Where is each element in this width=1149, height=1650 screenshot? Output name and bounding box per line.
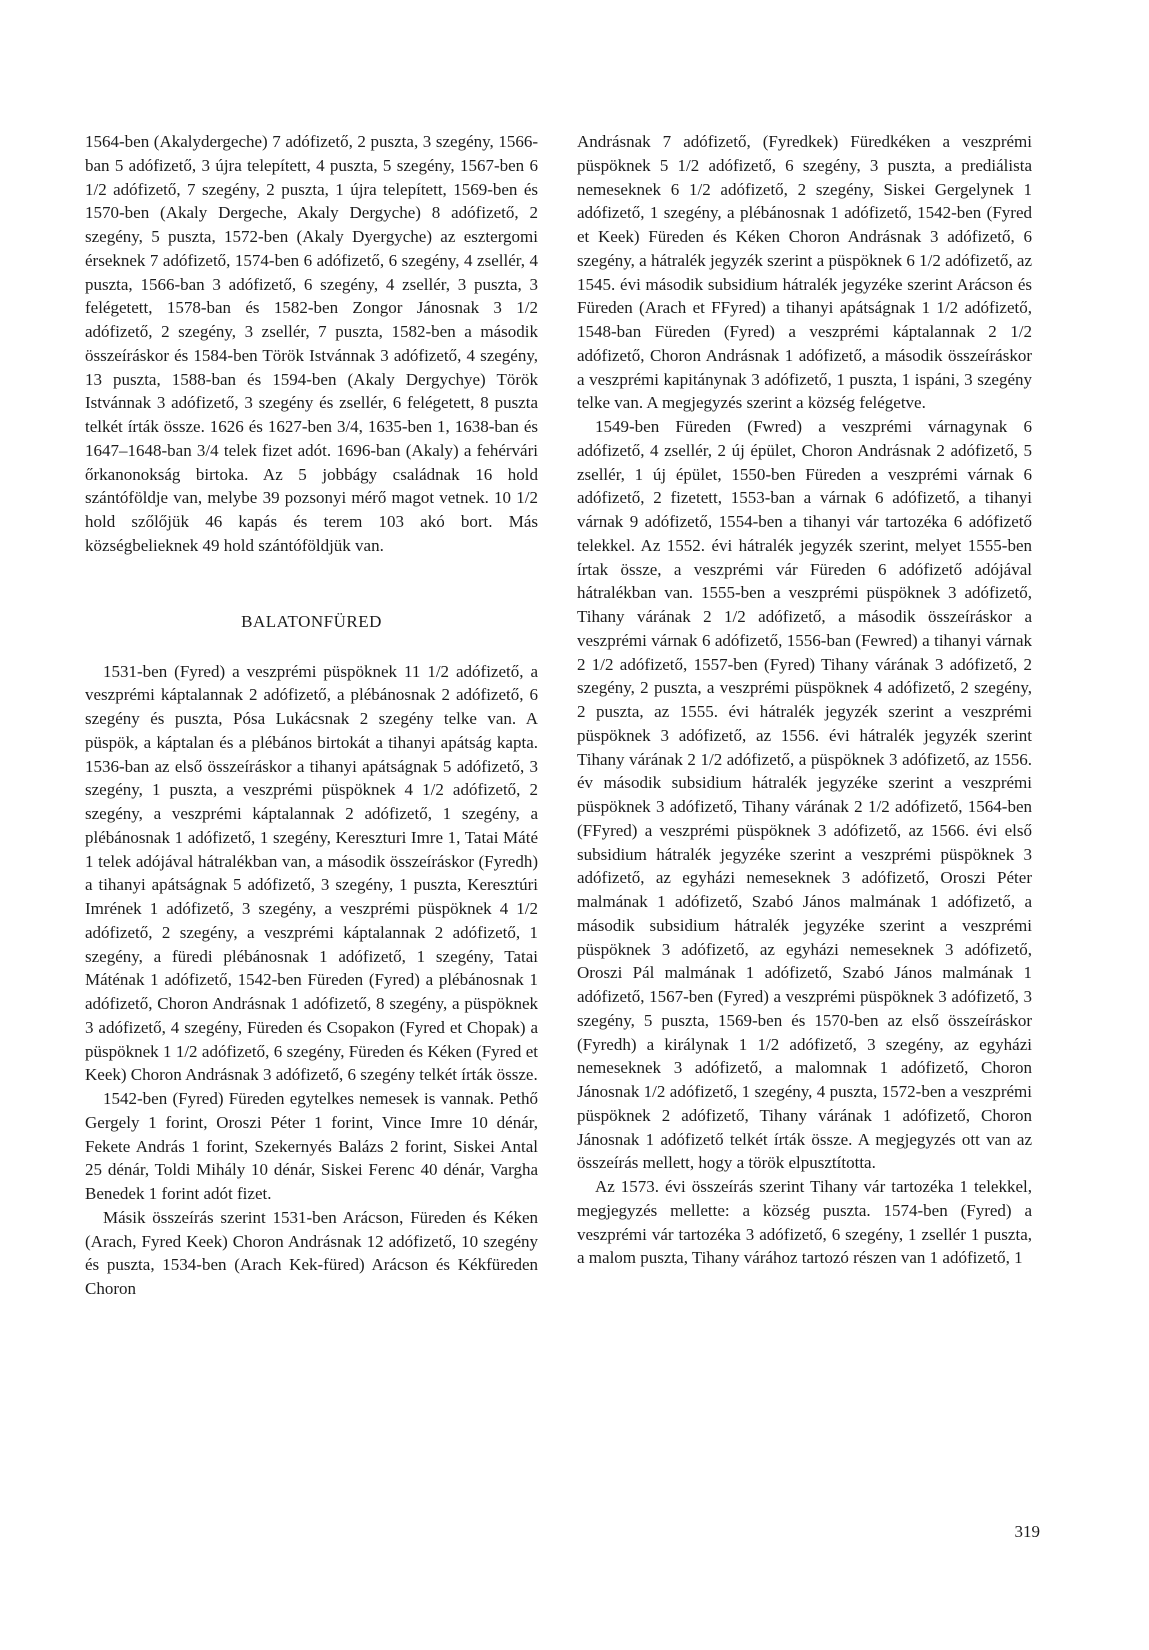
right-paragraph-1: Andrásnak 7 adófizető, (Fyredkek) Füredkéken a veszprémi püspöknek 5 1/2 adófizető, 6 szegény, 3 puszta, a prediálista nemeseknek 6 1/2 adófizető, 2 szegény, Siskei Gergelynek 1 adófizető, 1 szegény, a plébánosnak 1 adófizető, 1542-ben (Fyred et Keek) Füreden és Kéken Choron Andrásnak 3 adófizető, 6 szegény, a hátralék jegyzék szerint a püspöknek 6 1/2 adófizető, az 1545. évi második subsidium hátralék jegyzéke szerint Arácson és Füreden (Arach et FFyred) a tihanyi apátságnak 1 1/2 adófizető, 1548-ban Füreden (Fyred) a veszprémi káptalannak 2 1/2 adófizető, Choron Andrásnak 1 adófizető, a második összeíráskor a veszprémi kapitánynak 3 adófizető, 1 puszta, 1 ispáni, 3 szegény telke van. A megjegyzés szerint a község felégetve. [577,132,1032,413]
right-paragraph-3: Az 1573. évi összeírás szerint Tihany vár tartozéka 1 telekkel, megjegyzés mellette: a község puszta. 1574-ben (Fyred) a veszprémi vár tartozéka 3 adófizető, 6 szegény, 1 zsellér 1 puszta, a malom puszta, Tihany várához tartozó részen van 1 adófizető, 1 [577,1177,1032,1268]
balatonfured-paragraph-3: Másik összeírás szerint 1531-ben Arácson, Füreden és Kéken (Arach, Fyred Keek) Choron Andrásnak 12 adófizető, 10 szegény és puszta, 1534-ben (Arach Kek-füred) Arácson és Kékfüreden Choron [85,1207,538,1298]
right-column [577,130,1032,1270]
balatonfured-paragraph-2: 1542-ben (Fyred) Füreden egytelkes nemesek is vannak. Pethő Gergely 1 forint, Oroszi Péter 1 forint, Vince Imre 10 dénár, Fekete András 1 forint, Szekernyés Balázs 2 forint, Siskei Antal 25 dénár, Toldi Mihály 10 dénár, Siskei Ferenc 40 dénár, Vargha Benedek 1 forint adót fizet. [85,1089,538,1203]
page-number: 319 [1014,1522,1040,1541]
right-paragraph-2: 1549-ben Füreden (Fwred) a veszprémi várnagynak 6 adófizető, 4 zsellér, 2 új épület, Choron Andrásnak 2 adófizető, 5 zsellér, 1 új épület, 1550-ben Füreden a veszprémi várnak 6 adófizető, 2 fizetett, 1553-ban a várnak 6 adófizető, a tihanyi várnak 9 adófizető, 1554-ben a tihanyi vár tartozéka 6 adófizető telekkel. Az 1552. évi hátralék jegyzék szerint, melyet 1555-ben írtak össze, a veszprémi vár Füreden 6 adófizető adójával hátralékban van. 1555-ben a veszprémi püspöknek 3 adófizető, Tihany várának 2 1/2 adófizető, a második összeíráskor a veszprémi várnak 6 adófizető, 1556-ban (Fewred) a tihanyi várnak 2 1/2 adófizető, 1557-ben (Fyred) Tihany várának 3 adófizető, 2 szegény, 2 puszta, a veszprémi püspöknek 4 adófizető, 2 szegény, 2 puszta, az 1555. évi hátralék jegyzék szerint a veszprémi püspöknek 3 adófizető, az 1556. évi hátralék jegyzék szerint Tihany várának 2 1/2 adófizető, a püspöknek 3 adófizető, az 1556. év második subsidium hátralék jegyzéke szerint a veszprémi püspöknek 3 adófizető, Tihany várának 2 1/2 adófizető, 1564-ben (FFyred) a veszprémi püspöknek 3 adófizető, az 1566. évi első subsidium hátralék jegyzéke szerint a veszprémi püspöknek 3 adófizető, az egyházi nemeseknek 3 adófizető, Oroszi Péter malmának 1 adófizető, Szabó János malmának 1 adófizető, a második subsidium hátralék jegyzéke szerint a veszprémi püspöknek 3 adófizető, az egyházi nemeseknek 3 adófizető, Oroszi Pál malmának 1 adófizető, Szabó János malmának 1 adófizető, 1567-ben (Fyred) a veszprémi püspöknek 3 adófizető, 3 szegény, 5 puszta, 1569-ben és 1570-ben az első összeíráskor (Fyredh) a királynak 1 1/2 adófizető, 3 szegény, az egyházi nemeseknek 3 adófizető, a malomnak 1 adófizető, Choron Jánosnak 1/2 adófizető, 1 szegény, 4 puszta, 1572-ben a veszprémi püspöknek 2 adófizető, Tihany várának 1 adófizető, Choron Jánosnak 1 adófizető telkét írták össze. A megjegyzés ott van az összeírás mellett, hogy a török elpusztította. [577,417,1032,1173]
section-title: BALATONFÜRED [241,611,382,631]
left-column [85,130,538,1301]
akalydergeche-paragraph: 1564-ben (Akalydergeche) 7 adófizető, 2 puszta, 3 szegény, 1566-ban 5 adófizető, 3 újra telepített, 4 puszta, 5 szegény, 1567-ben 6 1/2 adófizető, 7 szegény, 2 puszta, 1 újra telepített, 1569-ben és 1570-ben (Akaly Dergeche, Akaly Dergyche) 8 adófizető, 2 szegény, 5 puszta, 1572-ben (Akaly Dyergyche) az esztergomi érseknek 7 adófizető, 1574-ben 6 adófizető, 6 szegény, 4 zsellér, 4 puszta, 1566-ban 3 adófizető, 6 szegény, 4 zsellér, 3 puszta, 3 felégetett, 1578-ban és 1582-ben Zongor Jánosnak 3 1/2 adófizető, 2 szegény, 3 zsellér, 7 puszta, 1582-ben a második összeíráskor és 1584-ben Török Istvánnak 3 adófizető, 4 szegény, 13 puszta, 1588-ban és 1594-ben (Akaly Dergychye) Török Istvánnak 3 adófizető, 3 szegény és zsellér, 6 felégetett, 8 puszta telkét írták össze. 1626 és 1627-ben 3/4, 1635-ben 1, 1638-ban és 1647–1648-ban 3/4 telek fizet adót. 1696-ban (Akaly) a fehérvári őrkanonokság birtoka. Az 5 jobbágy családnak 16 hold szántóföldje van, melybe 39 pozsonyi mérő magot vetnek. 10 1/2 hold szőlőjük 46 kapás és terem 103 akó bort. Más községbelieknek 49 hold szántóföldjük van. [85,132,538,555]
balatonfured-paragraph-1: 1531-ben (Fyred) a veszprémi püspöknek 11 1/2 adófizető, a veszprémi káptalannak 2 adófizető, a plébánosnak 2 adófizető, 6 szegény és puszta, Pósa Lukácsnak 2 szegény telke van. A püspök, a káptalan és a plébános birtokát a tihanyi apátság kapta. 1536-ban az első összeíráskor a tihanyi apátságnak 5 adófizető, 3 szegény, 1 puszta, a veszprémi püspöknek 4 1/2 adófizető, 2 szegény, a veszprémi káptalannak 2 adófizető, 1 szegény, a plébánosnak 1 adófizető, 1 szegény, Kereszturi Imre 1, Tatai Máté 1 telek adójával hátralékban van, a második összeíráskor (Fyredh) a tihanyi apátságnak 5 adófizető, 3 szegény, 1 puszta, Keresztúri Imrének 1 adófizető, 3 szegény, a veszprémi püspöknek 4 1/2 adófizető, 2 szegény, a veszprémi káptalannak 2 adófizető, 1 szegény, a füredi plébánosnak 1 adófizető, 1 szegény, Tatai Máténak 1 adófizető, 1542-ben Füreden (Fyred) a plébánosnak 1 adófizető, Choron Andrásnak 1 adófizető, 8 szegény, a püspöknek 3 adófizető, 4 szegény, Füreden és Csopakon (Fyred et Chopak) a püspöknek 1 1/2 adófizető, 6 szegény, Füreden és Kéken (Fyred et Keek) Choron Andrásnak 3 adófizető, 6 szegény telkét írták össze. [85,661,538,1085]
